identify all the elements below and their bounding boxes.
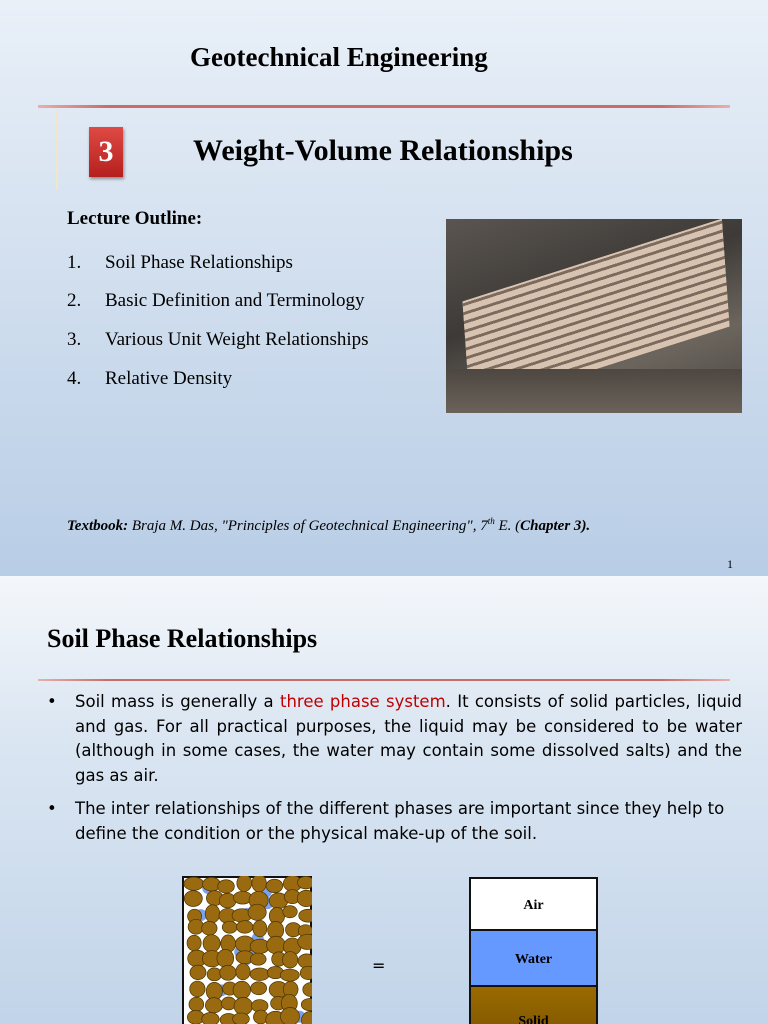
soil-grain [253,920,267,937]
slide-title: Soil Phase Relationships [47,624,318,653]
soil-grain [187,935,201,951]
soil-grain [190,965,206,980]
soil-grain [221,997,236,1010]
outline-item: 2. Basic Definition and Terminology [67,290,365,311]
soil-grain [237,921,253,934]
soil-grain [233,981,251,999]
bullet-item: • The inter relationships of the different phases are important since they help to define the condition or the physical make-up of the soil. [47,799,725,843]
soil-grain [283,906,297,918]
phase-water: Water [469,929,598,987]
soil-grain [266,879,283,892]
soil-grain [218,880,235,893]
soil-grain [190,981,205,997]
soil-grain [187,1010,204,1024]
soil-grain [236,963,250,979]
collapsed-building-photo [446,219,742,413]
slide-title: Weight-Volume Relationships [193,134,573,167]
soil-grain [205,998,222,1013]
soil-grain [248,904,266,920]
soil-grain [250,968,269,981]
soil-grain [188,919,204,934]
bullet-item: • Soil mass is generally a three phase system. It consists of solid particles, liquid and gas. For all practical purposes, the liquid may be considered to be water (although in some cases, the water may contain some dissolved salts) and the gas as air. [47,692,742,785]
soil-grain [280,969,299,981]
soil-grain [202,921,217,935]
soil-grain [220,965,236,980]
equals-sign: = [372,956,386,975]
phase-air: Air [469,877,598,931]
soil-grain [251,982,267,995]
soil-grain [189,997,204,1011]
soil-grain [184,877,204,890]
soil-grain [250,953,266,965]
soil-grain [217,949,234,967]
textbook-reference: Textbook: Braja M. Das, "Principles of Geotechnical Engineering", 7th E. (Chapter 3). [67,516,591,534]
outline-item: 3. Various Unit Weight Relationships [67,329,369,350]
phase-solid: Solid [469,985,598,1024]
soil-particles-diagram [182,876,312,1024]
page-number: 1 [727,557,733,571]
vertical-accent-line [56,110,58,190]
outline-item: 4. Relative Density [67,368,233,389]
chapter-badge: 3 [89,127,123,177]
course-header: Geotechnical Engineering [190,42,488,72]
soil-grain [252,876,266,892]
soil-grain [297,876,312,889]
soil-grain [282,952,297,968]
slide-2 [0,576,768,1024]
outline-heading: Lecture Outline: [67,208,203,229]
soil-grain [184,891,202,907]
soil-grain [234,997,253,1015]
soil-grain [203,935,220,952]
title-divider [38,105,730,108]
soil-grain [202,1012,219,1024]
soil-grain [237,876,252,891]
soil-grain [207,968,222,981]
soil-grain [297,890,312,906]
soil-grain [222,921,237,933]
soil-grain [280,1008,299,1024]
soil-grain [267,936,286,953]
title-divider [38,679,730,681]
soil-grain [300,966,312,979]
soil-grain [205,905,220,923]
highlight-text: three phase system [279,692,446,711]
outline-item: 1. Soil Phase Relationships [67,252,293,273]
soil-grain [233,1013,250,1024]
